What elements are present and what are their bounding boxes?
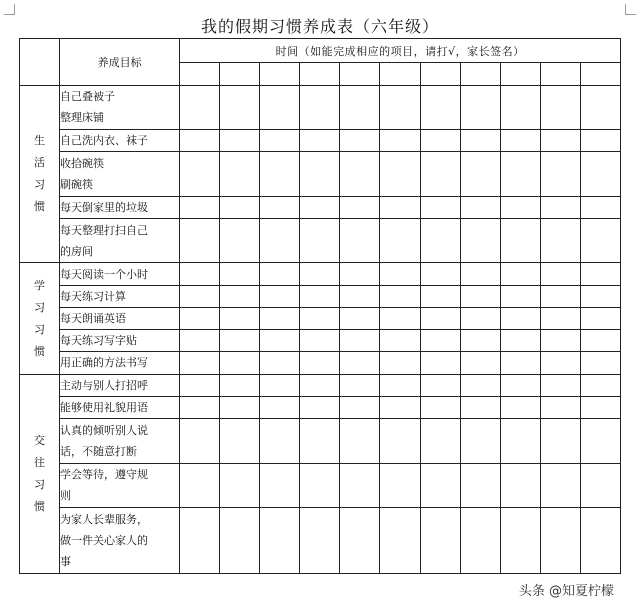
check-cell[interactable] bbox=[540, 218, 580, 262]
table-row bbox=[20, 218, 621, 262]
check-cell[interactable] bbox=[420, 263, 460, 285]
check-cell[interactable] bbox=[580, 129, 620, 151]
section-label-char: 生 bbox=[34, 133, 46, 147]
check-cell[interactable] bbox=[420, 129, 460, 151]
check-cell[interactable] bbox=[540, 307, 580, 329]
check-cell[interactable] bbox=[420, 330, 460, 352]
check-cell[interactable] bbox=[380, 196, 420, 218]
check-cell[interactable] bbox=[580, 352, 620, 374]
check-cell[interactable] bbox=[260, 263, 300, 285]
check-cell[interactable] bbox=[580, 285, 620, 307]
section-label-char: 习 bbox=[34, 300, 46, 314]
goal-label-line: 每天练习写字贴 bbox=[60, 334, 138, 348]
goal-label-line: 整理床铺 bbox=[60, 111, 105, 125]
day-header-cell[interactable] bbox=[420, 63, 460, 85]
check-cell[interactable] bbox=[460, 129, 500, 151]
check-cell[interactable] bbox=[340, 352, 380, 374]
header-goal-label: 养成目标 bbox=[60, 39, 180, 86]
day-header-cell[interactable] bbox=[500, 63, 540, 85]
check-cell[interactable] bbox=[300, 352, 340, 374]
check-cell[interactable] bbox=[380, 508, 420, 574]
section-label bbox=[20, 263, 60, 374]
check-cell[interactable] bbox=[260, 352, 300, 374]
check-cell[interactable] bbox=[540, 263, 580, 285]
check-cell[interactable] bbox=[180, 352, 220, 374]
goal-label bbox=[60, 263, 180, 285]
check-cell[interactable] bbox=[340, 196, 380, 218]
check-cell[interactable] bbox=[580, 218, 620, 262]
page-title: 我的假期习惯养成表（六年级） bbox=[200, 17, 439, 36]
section-label-char: 习 bbox=[34, 477, 46, 491]
check-cell[interactable] bbox=[180, 85, 220, 129]
section-label-char: 习 bbox=[34, 177, 46, 191]
check-cell[interactable] bbox=[340, 285, 380, 307]
check-cell[interactable] bbox=[220, 508, 260, 574]
check-cell[interactable] bbox=[260, 129, 300, 151]
check-cell[interactable] bbox=[420, 85, 460, 129]
check-cell[interactable] bbox=[500, 307, 540, 329]
goal-label bbox=[60, 352, 180, 374]
check-cell[interactable] bbox=[540, 196, 580, 218]
check-cell[interactable] bbox=[260, 307, 300, 329]
check-cell[interactable] bbox=[540, 330, 580, 352]
check-cell[interactable] bbox=[500, 396, 540, 418]
section-label-char: 活 bbox=[34, 155, 46, 169]
check-cell[interactable] bbox=[420, 285, 460, 307]
check-cell[interactable] bbox=[260, 396, 300, 418]
check-cell[interactable] bbox=[580, 396, 620, 418]
check-cell[interactable] bbox=[420, 419, 460, 463]
check-cell[interactable] bbox=[300, 419, 340, 463]
goal-label-line: 事 bbox=[60, 555, 72, 569]
header-time-label: 时间（如能完成相应的项目，请打√，家长签名） bbox=[180, 39, 621, 63]
table-row bbox=[20, 374, 621, 396]
section-label-char: 交 bbox=[34, 433, 46, 447]
check-cell[interactable] bbox=[500, 152, 540, 196]
check-cell[interactable] bbox=[460, 419, 500, 463]
day-header-cell[interactable] bbox=[220, 63, 260, 85]
goal-label-line: 用正确的方法书写 bbox=[60, 356, 149, 370]
goal-label bbox=[60, 85, 180, 129]
check-cell[interactable] bbox=[380, 463, 420, 507]
check-cell[interactable] bbox=[180, 129, 220, 151]
check-cell[interactable] bbox=[340, 152, 380, 196]
check-cell[interactable] bbox=[220, 196, 260, 218]
check-cell[interactable] bbox=[540, 396, 580, 418]
check-cell[interactable] bbox=[180, 196, 220, 218]
check-cell[interactable] bbox=[220, 129, 260, 151]
check-cell[interactable] bbox=[260, 508, 300, 574]
check-cell[interactable] bbox=[340, 129, 380, 151]
check-cell[interactable] bbox=[180, 396, 220, 418]
goal-label bbox=[60, 196, 180, 218]
section-label-char: 惯 bbox=[34, 199, 46, 213]
check-cell[interactable] bbox=[580, 85, 620, 129]
check-cell[interactable] bbox=[500, 508, 540, 574]
check-cell[interactable] bbox=[500, 85, 540, 129]
check-cell[interactable] bbox=[500, 218, 540, 262]
check-cell[interactable] bbox=[460, 307, 500, 329]
goal-label-line: 每天倒家里的垃圾 bbox=[60, 200, 149, 214]
day-header-cell[interactable] bbox=[300, 63, 340, 85]
check-cell[interactable] bbox=[420, 152, 460, 196]
check-cell[interactable] bbox=[300, 85, 340, 129]
check-cell[interactable] bbox=[260, 463, 300, 507]
check-cell[interactable] bbox=[380, 307, 420, 329]
check-cell[interactable] bbox=[260, 285, 300, 307]
table-row bbox=[20, 307, 621, 329]
check-cell[interactable] bbox=[260, 330, 300, 352]
check-cell[interactable] bbox=[460, 463, 500, 507]
day-header-cell[interactable] bbox=[380, 63, 420, 85]
check-cell[interactable] bbox=[260, 152, 300, 196]
check-cell[interactable] bbox=[300, 374, 340, 396]
check-cell[interactable] bbox=[460, 152, 500, 196]
check-cell[interactable] bbox=[220, 263, 260, 285]
check-cell[interactable] bbox=[540, 463, 580, 507]
check-cell[interactable] bbox=[540, 85, 580, 129]
check-cell[interactable] bbox=[460, 396, 500, 418]
check-cell[interactable] bbox=[540, 374, 580, 396]
check-cell[interactable] bbox=[460, 218, 500, 262]
check-cell[interactable] bbox=[300, 218, 340, 262]
table-row bbox=[20, 129, 621, 151]
check-cell[interactable] bbox=[500, 463, 540, 507]
goal-label-line: 自己叠被子 bbox=[60, 90, 116, 104]
check-cell[interactable] bbox=[460, 285, 500, 307]
goal-label bbox=[60, 152, 180, 196]
check-cell[interactable] bbox=[220, 419, 260, 463]
goal-label bbox=[60, 330, 180, 352]
goal-label-line: 主动与别人打招呼 bbox=[60, 378, 149, 392]
check-cell[interactable] bbox=[220, 85, 260, 129]
check-cell[interactable] bbox=[500, 352, 540, 374]
habit-table bbox=[19, 38, 621, 574]
section-label-char: 学 bbox=[34, 278, 46, 292]
table-row bbox=[20, 419, 621, 463]
check-cell[interactable] bbox=[500, 285, 540, 307]
check-cell[interactable] bbox=[300, 152, 340, 196]
check-cell[interactable] bbox=[460, 352, 500, 374]
check-cell[interactable] bbox=[380, 330, 420, 352]
goal-label-line: 话，不随意打断 bbox=[60, 444, 138, 458]
goal-label-line: 每天朗诵英语 bbox=[60, 312, 127, 325]
day-header-cell[interactable] bbox=[260, 63, 300, 85]
check-cell[interactable] bbox=[380, 396, 420, 418]
goal-label-line: 做一件关心家人的 bbox=[60, 534, 149, 548]
goal-label bbox=[60, 419, 180, 463]
check-cell[interactable] bbox=[300, 196, 340, 218]
check-cell[interactable] bbox=[580, 463, 620, 507]
check-cell[interactable] bbox=[460, 263, 500, 285]
check-cell[interactable] bbox=[300, 307, 340, 329]
goal-label-line: 每天整理打扫自己 bbox=[60, 223, 149, 237]
goal-label bbox=[60, 129, 180, 151]
check-cell[interactable] bbox=[460, 196, 500, 218]
check-cell[interactable] bbox=[340, 463, 380, 507]
goal-label-line: 认真的倾听别人说 bbox=[60, 423, 149, 437]
check-cell[interactable] bbox=[340, 396, 380, 418]
goal-label-line: 每天练习计算 bbox=[60, 289, 127, 303]
goal-label bbox=[60, 396, 180, 418]
table-row bbox=[20, 463, 621, 507]
check-cell[interactable] bbox=[420, 463, 460, 507]
table-row bbox=[20, 285, 621, 307]
check-cell[interactable] bbox=[380, 85, 420, 129]
check-cell[interactable] bbox=[220, 352, 260, 374]
check-cell[interactable] bbox=[300, 463, 340, 507]
check-cell[interactable] bbox=[420, 196, 460, 218]
day-header-cell[interactable] bbox=[540, 63, 580, 85]
check-cell[interactable] bbox=[340, 85, 380, 129]
check-cell[interactable] bbox=[380, 419, 420, 463]
check-cell[interactable] bbox=[420, 396, 460, 418]
check-cell[interactable] bbox=[380, 218, 420, 262]
section-label bbox=[20, 374, 60, 573]
goal-label-line: 则 bbox=[60, 489, 72, 503]
section-label-char: 往 bbox=[34, 455, 46, 469]
check-cell[interactable] bbox=[340, 307, 380, 329]
check-cell[interactable] bbox=[580, 330, 620, 352]
check-cell[interactable] bbox=[420, 307, 460, 329]
check-cell[interactable] bbox=[340, 330, 380, 352]
goal-label-line: 每天阅读一个小时 bbox=[60, 267, 149, 281]
check-cell[interactable] bbox=[220, 307, 260, 329]
check-cell[interactable] bbox=[220, 330, 260, 352]
check-cell[interactable] bbox=[500, 263, 540, 285]
table-row bbox=[20, 352, 621, 374]
day-header-cell[interactable] bbox=[340, 63, 380, 85]
section-label-char: 惯 bbox=[34, 499, 46, 513]
check-cell[interactable] bbox=[380, 352, 420, 374]
header-category-cell bbox=[20, 39, 60, 86]
check-cell[interactable] bbox=[460, 85, 500, 129]
check-cell[interactable] bbox=[380, 263, 420, 285]
check-cell[interactable] bbox=[540, 352, 580, 374]
day-header-cell[interactable] bbox=[460, 63, 500, 85]
check-cell[interactable] bbox=[540, 508, 580, 574]
check-cell[interactable] bbox=[180, 285, 220, 307]
check-cell[interactable] bbox=[540, 419, 580, 463]
table-row bbox=[20, 396, 621, 418]
check-cell[interactable] bbox=[180, 463, 220, 507]
check-cell[interactable] bbox=[540, 285, 580, 307]
check-cell[interactable] bbox=[420, 218, 460, 262]
check-cell[interactable] bbox=[580, 508, 620, 574]
check-cell[interactable] bbox=[380, 152, 420, 196]
check-cell[interactable] bbox=[340, 263, 380, 285]
check-cell[interactable] bbox=[340, 419, 380, 463]
check-cell[interactable] bbox=[180, 263, 220, 285]
check-cell[interactable] bbox=[580, 307, 620, 329]
day-header-cell[interactable] bbox=[580, 63, 620, 85]
check-cell[interactable] bbox=[220, 374, 260, 396]
check-cell[interactable] bbox=[180, 218, 220, 262]
check-cell[interactable] bbox=[340, 374, 380, 396]
check-cell[interactable] bbox=[460, 330, 500, 352]
check-cell[interactable] bbox=[380, 374, 420, 396]
check-cell[interactable] bbox=[220, 152, 260, 196]
check-cell[interactable] bbox=[580, 263, 620, 285]
table-row bbox=[20, 85, 621, 129]
check-cell[interactable] bbox=[220, 285, 260, 307]
check-cell[interactable] bbox=[300, 263, 340, 285]
check-cell[interactable] bbox=[300, 129, 340, 151]
table-row bbox=[20, 263, 621, 285]
table-row bbox=[20, 508, 621, 574]
goal-label-line: 收拾碗筷 bbox=[60, 156, 105, 170]
check-cell[interactable] bbox=[260, 196, 300, 218]
check-cell[interactable] bbox=[260, 374, 300, 396]
goal-label-line: 自己洗内衣、袜子 bbox=[60, 134, 149, 148]
goal-label bbox=[60, 374, 180, 396]
check-cell[interactable] bbox=[500, 419, 540, 463]
check-cell[interactable] bbox=[420, 352, 460, 374]
check-cell[interactable] bbox=[460, 374, 500, 396]
goal-label bbox=[60, 285, 180, 307]
check-cell[interactable] bbox=[300, 285, 340, 307]
check-cell[interactable] bbox=[260, 85, 300, 129]
check-cell[interactable] bbox=[220, 218, 260, 262]
check-cell[interactable] bbox=[220, 463, 260, 507]
check-cell[interactable] bbox=[580, 196, 620, 218]
table-row bbox=[20, 152, 621, 196]
check-cell[interactable] bbox=[540, 129, 580, 151]
goal-label-line: 刷碗筷 bbox=[60, 177, 94, 191]
check-cell[interactable] bbox=[180, 419, 220, 463]
check-cell[interactable] bbox=[300, 508, 340, 574]
check-cell[interactable] bbox=[460, 508, 500, 574]
check-cell[interactable] bbox=[500, 196, 540, 218]
check-cell[interactable] bbox=[580, 419, 620, 463]
check-cell[interactable] bbox=[580, 374, 620, 396]
check-cell[interactable] bbox=[300, 330, 340, 352]
section-label bbox=[20, 85, 60, 263]
goal-label bbox=[60, 463, 180, 507]
goal-label-line: 为家人长辈服务， bbox=[60, 513, 149, 527]
check-cell[interactable] bbox=[500, 330, 540, 352]
check-cell[interactable] bbox=[500, 129, 540, 151]
check-cell[interactable] bbox=[380, 285, 420, 307]
goal-label-line: 学会等待，遵守规 bbox=[60, 468, 149, 482]
check-cell[interactable] bbox=[500, 374, 540, 396]
day-header-cell[interactable] bbox=[180, 63, 220, 85]
watermark-text: 头条 @知夏柠檬 bbox=[518, 584, 614, 599]
check-cell[interactable] bbox=[300, 396, 340, 418]
goal-label bbox=[60, 307, 180, 329]
check-cell[interactable] bbox=[340, 218, 380, 262]
check-cell[interactable] bbox=[340, 508, 380, 574]
section-label-char: 惯 bbox=[34, 344, 46, 358]
check-cell[interactable] bbox=[420, 374, 460, 396]
section-label-char: 习 bbox=[34, 322, 46, 336]
check-cell[interactable] bbox=[180, 374, 220, 396]
check-cell[interactable] bbox=[180, 307, 220, 329]
goal-label bbox=[60, 218, 180, 262]
check-cell[interactable] bbox=[380, 129, 420, 151]
check-cell[interactable] bbox=[580, 152, 620, 196]
check-cell[interactable] bbox=[260, 218, 300, 262]
check-cell[interactable] bbox=[180, 508, 220, 574]
check-cell[interactable] bbox=[220, 396, 260, 418]
check-cell[interactable] bbox=[260, 419, 300, 463]
check-cell[interactable] bbox=[180, 152, 220, 196]
goal-label-line: 能够使用礼貌用语 bbox=[60, 400, 149, 414]
table-row bbox=[20, 196, 621, 218]
goal-label-line: 的房间 bbox=[60, 244, 94, 258]
check-cell[interactable] bbox=[180, 330, 220, 352]
check-cell[interactable] bbox=[540, 152, 580, 196]
goal-label bbox=[60, 508, 180, 574]
table-row bbox=[20, 330, 621, 352]
check-cell[interactable] bbox=[420, 508, 460, 574]
